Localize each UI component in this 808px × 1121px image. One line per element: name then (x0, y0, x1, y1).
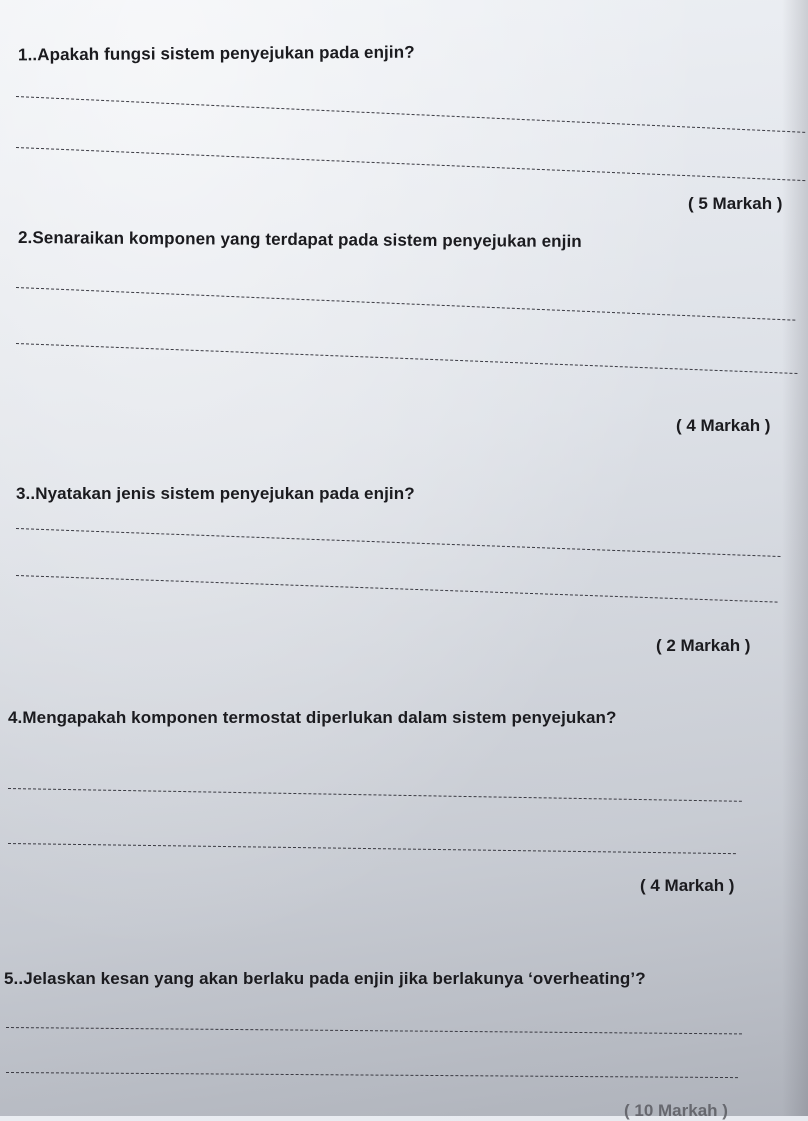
answer-line-2a (16, 287, 795, 321)
answer-line-1b (16, 147, 805, 181)
marks-1: ( 5 Markah ) (688, 194, 783, 213)
answer-line-1a (16, 96, 805, 133)
marks-5: ( 10 Markah ) (624, 1101, 728, 1120)
question-2: 2.Senaraikan komponen yang terdapat pada sistem penyejukan enjin (17, 228, 582, 251)
page-edge-shadow (782, 0, 808, 1116)
marks-4: ( 4 Markah ) (640, 876, 735, 895)
answer-line-2b (16, 343, 797, 374)
answer-line-4b (8, 843, 736, 854)
question-1: 1..Apakah fungsi sistem penyejukan pada enjin? (17, 42, 415, 65)
question-5: 5..Jelaskan kesan yang akan berlaku pada enjin jika berlakunya ‘overheating’? (4, 969, 646, 988)
answer-line-3a (16, 528, 781, 557)
question-3: 3..Nyatakan jenis sistem penyejukan pada enjin? (16, 484, 415, 503)
answer-line-5a (6, 1027, 742, 1034)
question-4: 4.Mengapakah komponen termostat diperlukan dalam sistem penyejukan? (8, 708, 617, 727)
answer-line-5b (6, 1072, 738, 1078)
answer-line-3b (16, 575, 778, 603)
marks-2: ( 4 Markah ) (676, 416, 771, 435)
answer-line-4a (8, 788, 742, 802)
marks-3: ( 2 Markah ) (656, 636, 751, 655)
